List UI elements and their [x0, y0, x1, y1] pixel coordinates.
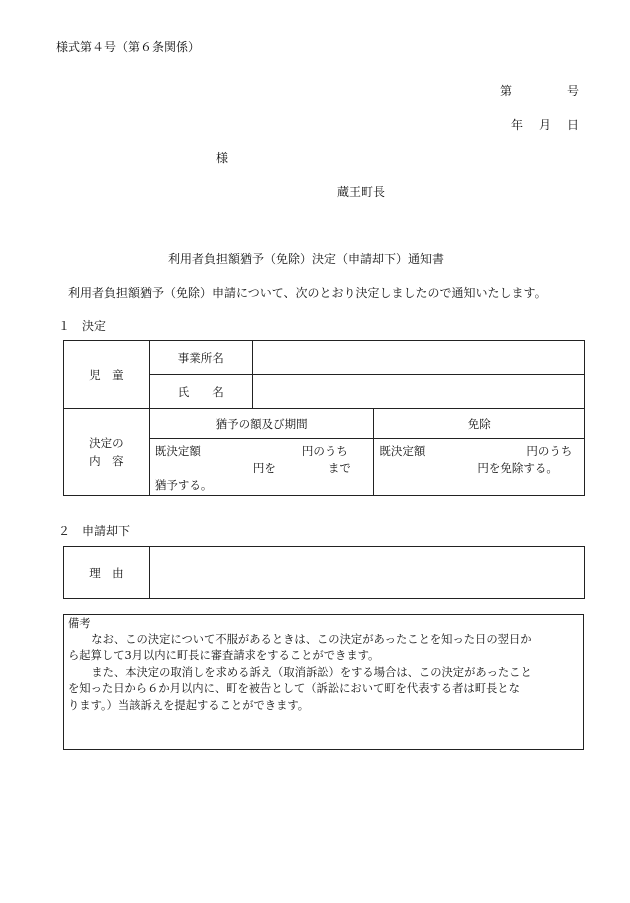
deferral-header: 猶予の額及び期間 — [149, 409, 374, 439]
deferral-amount-label: 既決定額 — [154, 444, 201, 458]
date-day: 日 — [567, 118, 580, 132]
issuer: 蔵王町長 — [337, 185, 386, 199]
deferral-until-label: まで — [327, 461, 351, 475]
reason-field[interactable] — [149, 547, 584, 599]
doc-number-prefix: 第 — [500, 84, 513, 98]
notes-line: ら起算して3月以内に町長に審査請求をすることができます。 — [68, 649, 380, 662]
deferral-statement: 猶予する。 — [154, 478, 213, 492]
addressee-suffix: 様 — [216, 151, 229, 165]
exemption-cell[interactable] — [374, 439, 585, 496]
notes-heading: 備考 — [68, 617, 91, 630]
exemption-statement: 円を免除する。 — [477, 461, 558, 475]
date-year: 年 — [511, 118, 524, 132]
notes-box — [63, 614, 584, 750]
decision-label-line1: 決定の — [89, 436, 124, 450]
section1-heading: １ 決定 — [58, 319, 107, 333]
office-label: 事業所名 — [149, 341, 252, 375]
reason-label: 理 由 — [64, 547, 150, 599]
deferral-yen-label: 円を — [252, 461, 276, 475]
exemption-amount-unit: 円のうち — [526, 444, 573, 458]
rejection-table — [63, 546, 585, 599]
name-label: 氏 名 — [149, 375, 252, 409]
notes-line: ります。）当該訴えを提起することができます。 — [68, 699, 310, 712]
exemption-header: 免除 — [374, 409, 585, 439]
child-label: 児 童 — [64, 341, 150, 409]
child-name-field[interactable] — [252, 375, 584, 409]
decision-content-label — [64, 409, 150, 496]
decision-label-line2: 内 容 — [89, 454, 124, 468]
section2-heading: ２ 申請却下 — [58, 524, 131, 538]
form-number: 様式第４号（第６条関係） — [56, 40, 201, 54]
intro-text: 利用者負担額猶予（免除）申請について、次のとおり決定しましたので通知いたします。 — [68, 286, 547, 300]
decision-table — [63, 340, 585, 496]
deferral-amount-unit: 円のうち — [301, 444, 348, 458]
notes-line: なお、この決定について不服があるときは、この決定があったことを知った日の翌日か — [80, 633, 532, 646]
document-title: 利用者負担額猶予（免除）決定（申請却下）通知書 — [168, 252, 445, 266]
office-name-field[interactable] — [252, 341, 584, 375]
notes-line: また、本決定の取消しを求める訴え（取消訴訟）をする場合は、この決定があったこと — [80, 666, 532, 679]
date-month: 月 — [539, 118, 552, 132]
exemption-amount-label: 既決定額 — [379, 444, 426, 458]
deferral-cell[interactable] — [149, 439, 374, 496]
doc-number-suffix: 号 — [567, 84, 580, 98]
notes-line: を知った日から６か月以内に、町を被告として（訴訟において町を代表する者は町長とな — [68, 682, 520, 695]
